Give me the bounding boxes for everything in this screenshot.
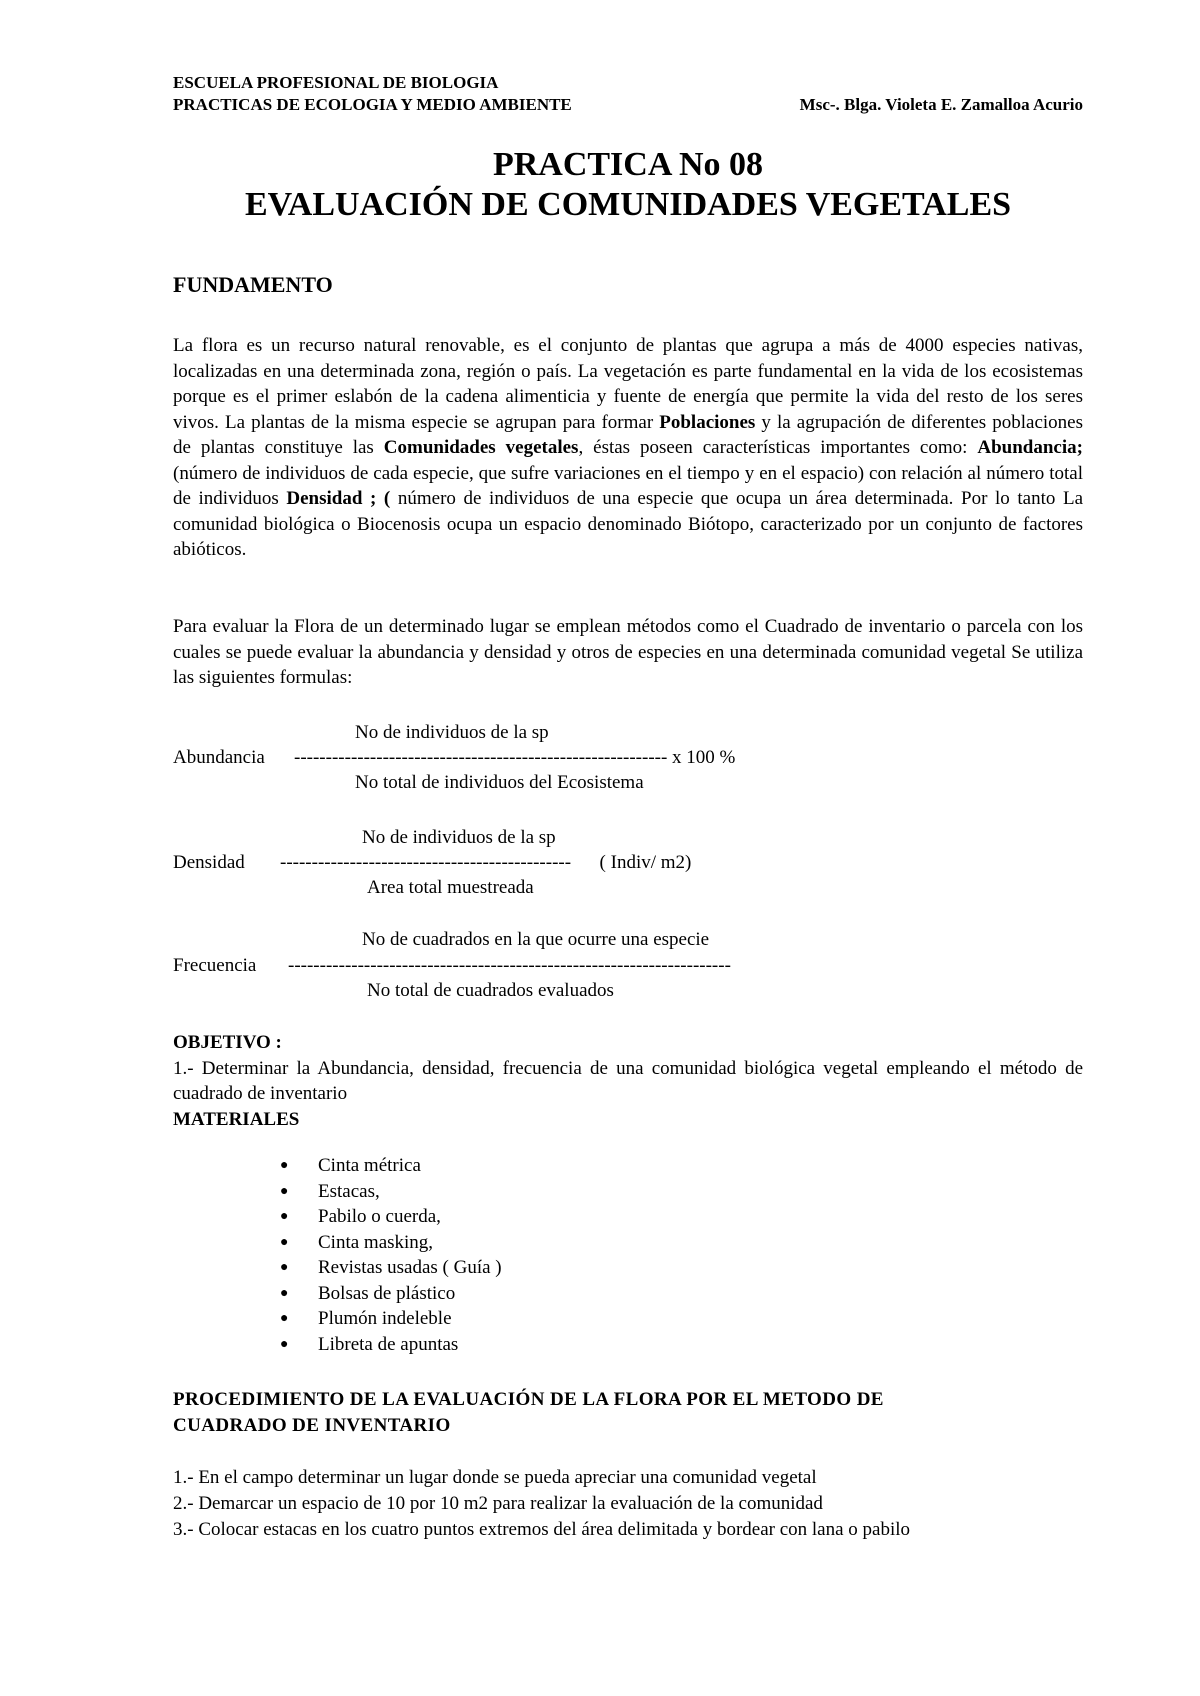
abundancia-label: Abundancia <box>173 747 265 768</box>
author-name: Msc-. Blga. Violeta E. Zamalloa Acurio <box>799 95 1083 114</box>
bullet-icon: ● <box>280 1311 289 1326</box>
list-item: ● Cinta métrica <box>280 1153 502 1179</box>
p1-text-a: La flora es un recurso natural renovable, es el conjunto de plantas que agrupa a más de 4000 especies nativas, localizadas en una determinada zona, región o país. La vegetación es parte fundamental en la vida de los ecosistemas porque es el primer eslabón de la cadena alimenticia y fuente de energía que permite la vida del resto de los seres vivos. La plantas de la misma especie se agrupan para formar <box>173 335 1083 433</box>
bullet-icon: ● <box>280 1285 289 1301</box>
title-line-1: PRACTICA No 08 <box>492 146 764 183</box>
step-item: 1.- En el campo determinar un lugar donde se pueda apreciar una comunidad vegetal <box>173 1467 817 1488</box>
abundancia-numerator: No de individuos de la sp <box>355 722 549 743</box>
bullet-icon: ● <box>280 1234 289 1250</box>
frecuencia-denominator: No total de cuadrados evaluados <box>367 980 614 1001</box>
term-abundancia: Abundancia; <box>977 437 1083 458</box>
frecuencia-numerator: No de cuadrados en la que ocurre una especie <box>362 929 710 950</box>
procedimiento-heading-line-1: PROCEDIMIENTO DE LA EVALUACIÓN DE LA FLORA POR EL METODO DE <box>173 1389 884 1410</box>
school-name: ESCUELA PROFESIONAL DE BIOLOGIA <box>173 73 499 92</box>
materiales-heading: MATERIALES <box>173 1109 300 1130</box>
fundamento-paragraph-1 <box>173 333 1083 563</box>
list-item: ● Bolsas de plástico <box>280 1281 502 1307</box>
step-item: 3.- Colocar estacas en los cuatro puntos extremos del área delimitada y bordear con lana o pabilo <box>173 1519 911 1540</box>
bullet-icon: ● <box>280 1260 289 1275</box>
objetivo-text: 1.- Determinar la Abundancia, densidad, frecuencia de una comunidad biológica vegetal empleando el método de cuadrado de inventario <box>173 1058 1083 1104</box>
densidad-numerator: No de individuos de la sp <box>362 827 556 848</box>
course-name: PRACTICAS DE ECOLOGIA Y MEDIO AMBIENTE <box>173 95 572 114</box>
list-item: ● Plumón indeleble <box>280 1306 502 1332</box>
p1-text-c: y la agrupación de diferentes poblaciones de plantas constituye las <box>173 411 1083 458</box>
objetivo-heading: OBJETIVO : <box>173 1032 282 1053</box>
bullet-icon: ● <box>280 1336 289 1352</box>
term-comunidades-vegetales: Comunidades vegetales <box>383 437 579 458</box>
list-item: ● Cinta masking, <box>280 1230 502 1256</box>
frecuencia-fraction-line: ---------------------------------------------------------------------- <box>288 955 731 976</box>
densidad-fraction-line: ---------------------------------------------- ( Indiv/ m2) <box>280 852 692 873</box>
list-item: ● Revistas usadas ( Guía ) <box>280 1255 502 1281</box>
p1-text-e: (número de individuos de cada especie, que sufre variaciones en el tiempo y en el espacio) con relación al número total de individuos <box>173 462 1083 509</box>
procedimiento-steps <box>173 1465 910 1543</box>
title-line-2: EVALUACIÓN DE COMUNIDADES VEGETALES <box>244 186 1012 223</box>
term-densidad: Densidad ; ( <box>286 488 391 509</box>
document-title <box>173 145 1083 225</box>
densidad-denominator: Area total muestreada <box>367 877 534 898</box>
list-item: ● Pabilo o cuerda, <box>280 1204 502 1230</box>
step-item: 2.- Demarcar un espacio de 10 por 10 m2 para realizar la evaluación de la comunidad <box>173 1493 823 1514</box>
p1-text-f: número de individuos de una especie que ocupa un área determinada. Por lo tanto La comunidad biológica o Biocenosis ocupa un espacio denominado Biótopo, caracterizado por un conjunto de factores abióticos. <box>173 488 1084 560</box>
term-poblaciones: Poblaciones <box>659 411 756 433</box>
abundancia-denominator: No total de individuos del Ecosistema <box>355 772 644 793</box>
materiales-list <box>280 1153 502 1357</box>
page-header <box>173 72 1083 116</box>
abundancia-fraction-line: ----------------------------------------------------------- x 100 % <box>294 747 736 768</box>
bullet-icon: ● <box>280 1209 289 1224</box>
list-item: ● Libreta de apuntas <box>280 1332 502 1358</box>
procedimiento-heading-line-2: CUADRADO DE INVENTARIO <box>173 1415 451 1436</box>
frecuencia-label: Frecuencia <box>173 955 257 976</box>
densidad-label: Densidad <box>173 852 245 873</box>
procedimiento-heading <box>173 1387 1103 1439</box>
p1-text-d: , éstas poseen características importantes como: <box>578 437 978 458</box>
fundamento-paragraph-2: Para evaluar la Flora de un determinado lugar se emplean métodos como el Cuadrado de inventario o parcela con los cuales se puede evaluar la abundancia y densidad y otros de especies en una determinada comunidad vegetal Se utiliza las siguientes formulas: <box>173 616 1083 688</box>
list-item: ● Estacas, <box>280 1179 502 1205</box>
bullet-icon: ● <box>280 1158 289 1173</box>
fundamento-heading: FUNDAMENTO <box>173 272 333 297</box>
bullet-icon: ● <box>280 1183 289 1199</box>
